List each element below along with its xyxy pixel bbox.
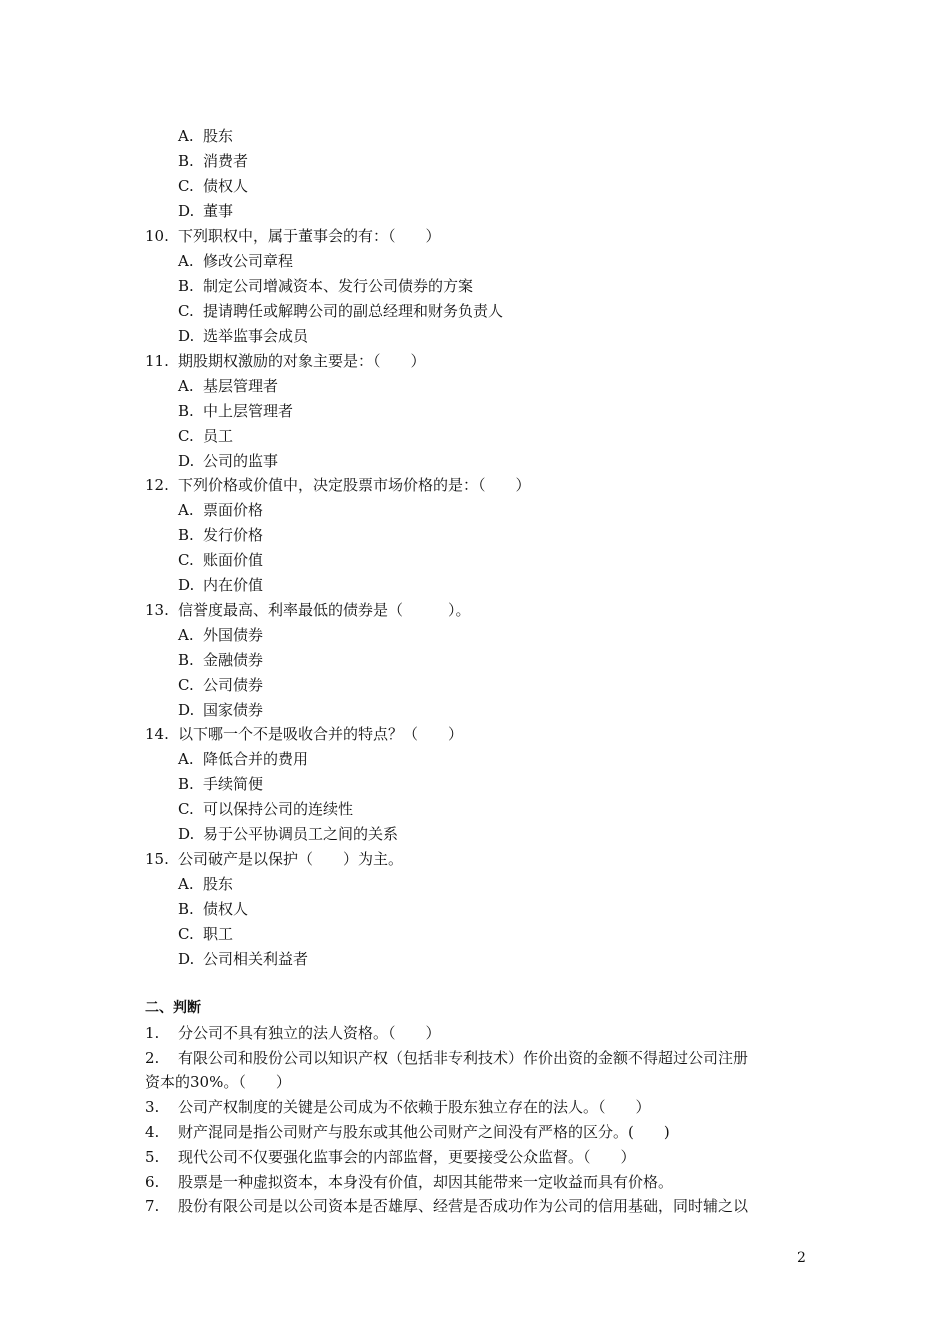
section-heading: 二、判断 — [145, 1000, 201, 1016]
option-line: C. 员工 — [178, 427, 234, 445]
option-line: D. 国家债券 — [178, 701, 264, 719]
option-line: A. 外国债券 — [178, 626, 264, 644]
option-line: A. 修改公司章程 — [178, 252, 294, 270]
option-line: B. 中上层管理者 — [178, 402, 294, 420]
question-line: 10. 下列职权中，属于董事会的有：（ ） — [145, 227, 441, 245]
question-line: 11. 期股期权激励的对象主要是：（ ） — [145, 352, 426, 370]
option-line: A. 股东 — [178, 127, 234, 145]
option-line: C. 债权人 — [178, 177, 249, 195]
statement-line: 1. 分公司不具有独立的法人资格。（ ） — [145, 1024, 441, 1042]
option-line: C. 提请聘任或解聘公司的副总经理和财务负责人 — [178, 302, 504, 320]
question-line: 13. 信誉度最高、利率最低的债券是（ ）。 — [145, 601, 471, 619]
option-line: B. 消费者 — [178, 152, 249, 170]
page-number: 2 — [797, 1250, 806, 1266]
statement-line: 2. 有限公司和股份公司以知识产权（包括非专利技术）作价出资的金额不得超过公司注册 — [145, 1049, 749, 1067]
statement-line: 5. 现代公司不仅要强化监事会的内部监督，更要接受公众监督。（ ） — [145, 1148, 636, 1166]
option-line: B. 债权人 — [178, 900, 249, 918]
question-line: 14. 以下哪一个不是吸收合并的特点？（ ） — [145, 725, 464, 743]
option-line: C. 职工 — [178, 925, 234, 943]
statement-continuation: 资本的30%。（ ） — [145, 1073, 291, 1091]
option-line: C. 可以保持公司的连续性 — [178, 800, 354, 818]
option-line: B. 金融债券 — [178, 651, 264, 669]
option-line: D. 内在价值 — [178, 576, 264, 594]
option-line: D. 选举监事会成员 — [178, 327, 309, 345]
question-line: 12. 下列价格或价值中，决定股票市场价格的是：（ ） — [145, 476, 531, 494]
option-line: D. 董事 — [178, 202, 234, 220]
option-line: D. 易于公平协调员工之间的关系 — [178, 825, 399, 843]
option-line: A. 降低合并的费用 — [178, 750, 309, 768]
option-line: B. 发行价格 — [178, 526, 264, 544]
option-line: A. 票面价格 — [178, 501, 264, 519]
option-line: A. 股东 — [178, 875, 234, 893]
option-line: A. 基层管理者 — [178, 377, 279, 395]
statement-line: 3. 公司产权制度的关键是公司成为不依赖于股东独立存在的法人。（ ） — [145, 1098, 651, 1116]
option-line: C. 公司债券 — [178, 676, 264, 694]
question-line: 15. 公司破产是以保护（ ）为主。 — [145, 850, 404, 868]
statement-line: 6. 股票是一种虚拟资本，本身没有价值，却因其能带来一定收益而具有价格。 — [145, 1173, 674, 1191]
option-line: C. 账面价值 — [178, 551, 264, 569]
statement-line: 4. 财产混同是指公司财产与股东或其他公司财产之间没有严格的区分。( ) — [145, 1123, 670, 1141]
statement-line: 7. 股份有限公司是以公司资本是否雄厚、经营是否成功作为公司的信用基础，同时辅之以 — [145, 1197, 749, 1215]
option-line: B. 手续简便 — [178, 775, 264, 793]
option-line: D. 公司相关利益者 — [178, 950, 309, 968]
option-line: D. 公司的监事 — [178, 452, 279, 470]
option-line: B. 制定公司增减资本、发行公司债券的方案 — [178, 277, 474, 295]
